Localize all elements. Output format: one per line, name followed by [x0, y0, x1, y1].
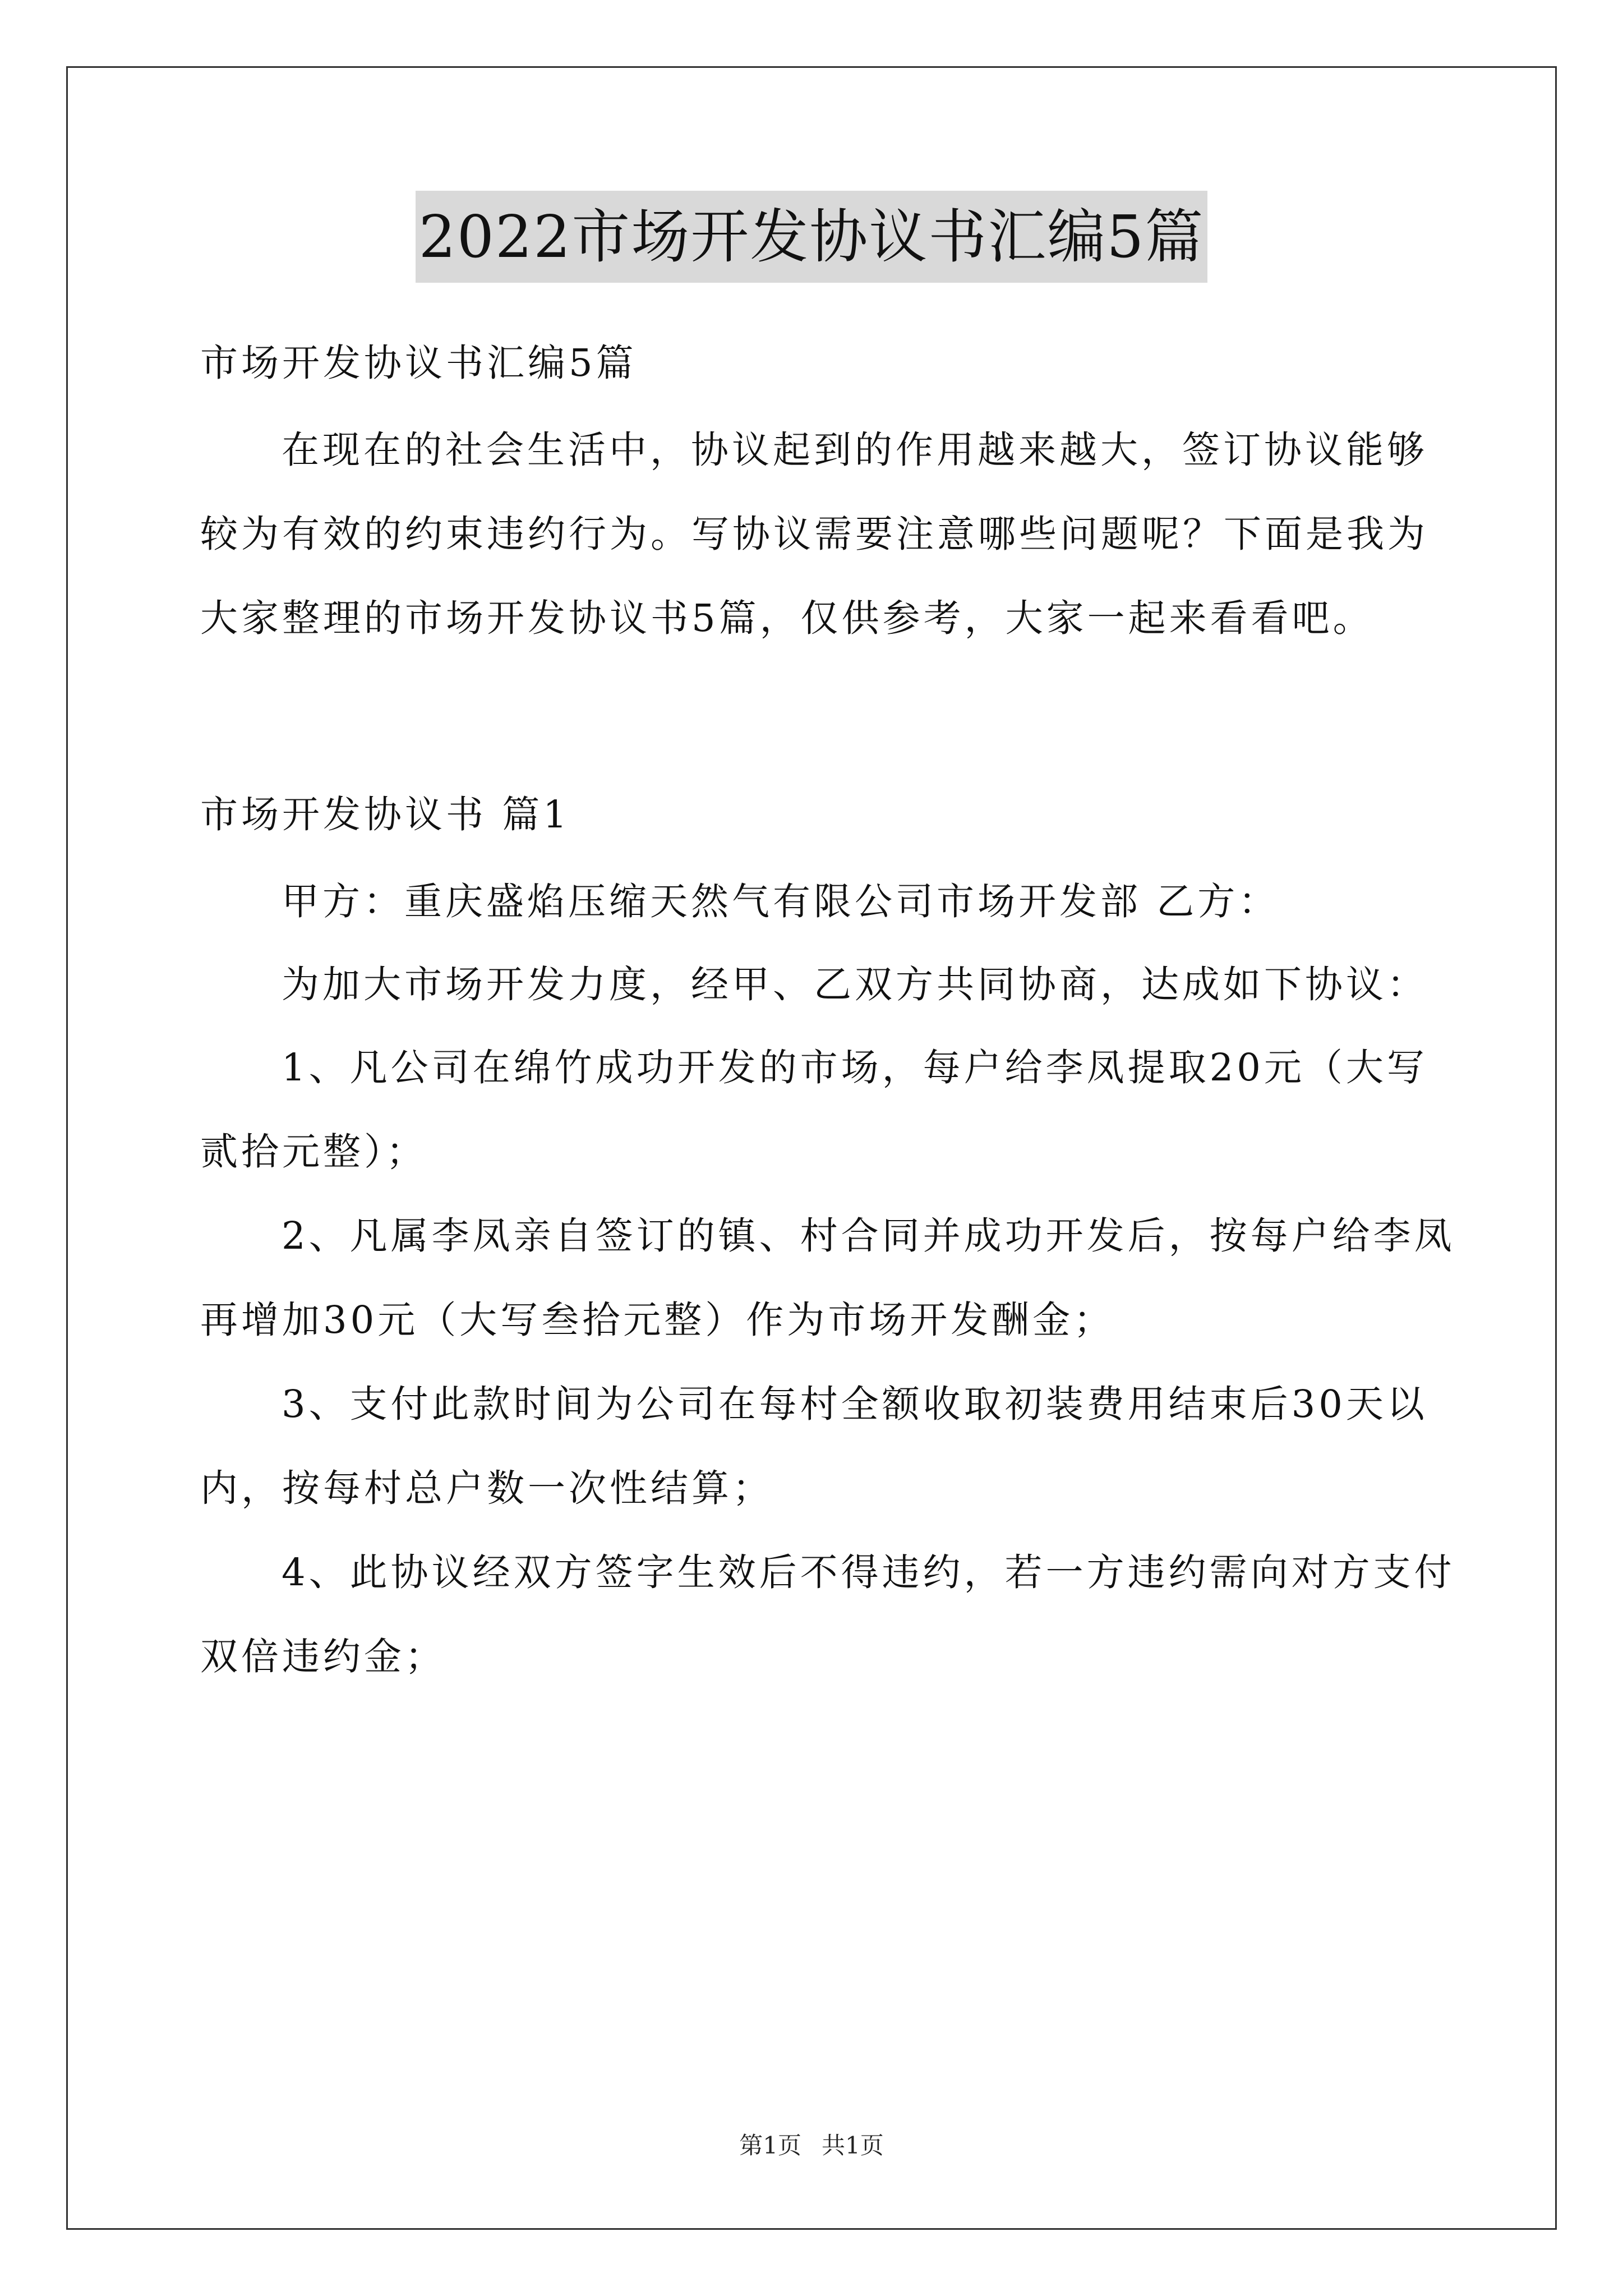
clause-line: 再增加30元（大写叁拾元整）作为市场开发酬金；	[200, 1298, 1115, 1342]
clause-line: 2、凡属李凤亲自签订的镇、村合同并成功开发后，按每户给李凤	[282, 1214, 1455, 1258]
section-heading: 市场开发协议书 篇1	[200, 793, 570, 836]
subtitle: 市场开发协议书汇编5篇	[200, 341, 637, 385]
clause-line: 贰拾元整）；	[200, 1130, 427, 1174]
page-total: 共1页	[822, 2132, 884, 2159]
page-number: 第1页	[739, 2132, 801, 2159]
preamble: 为加大市场开发力度，经甲、乙双方共同协商，达成如下协议：	[282, 963, 1428, 1006]
clause-line: 双倍违约金；	[200, 1635, 446, 1678]
title-container	[0, 191, 1623, 283]
document-body	[200, 334, 1455, 1686]
clause-line: 3、支付此款时间为公司在每村全额收取初装费用结束后30天以	[282, 1382, 1428, 1426]
document-title: 2022市场开发协议书汇编5篇	[416, 191, 1208, 283]
clause-line: 1、凡公司在绵竹成功开发的市场，每户给李凤提取20元（大写	[282, 1046, 1428, 1089]
intro-line: 大家整理的市场开发协议书5篇，仅供参考，大家一起来看看吧。	[200, 596, 1374, 640]
page-footer	[0, 2129, 1623, 2162]
clause-line: 4、此协议经双方签字生效后不得违约，若一方违约需向对方支付	[282, 1550, 1455, 1594]
party-line: 甲方：重庆盛焰压缩天然气有限公司市场开发部 乙方：	[282, 880, 1280, 923]
clause-line: 内，按每村总户数一次性结算；	[200, 1466, 773, 1510]
intro-line: 较为有效的约束违约行为。写协议需要注意哪些问题呢？下面是我为	[200, 512, 1428, 556]
intro-line: 在现在的社会生活中，协议起到的作用越来越大，签订协议能够	[282, 428, 1428, 472]
